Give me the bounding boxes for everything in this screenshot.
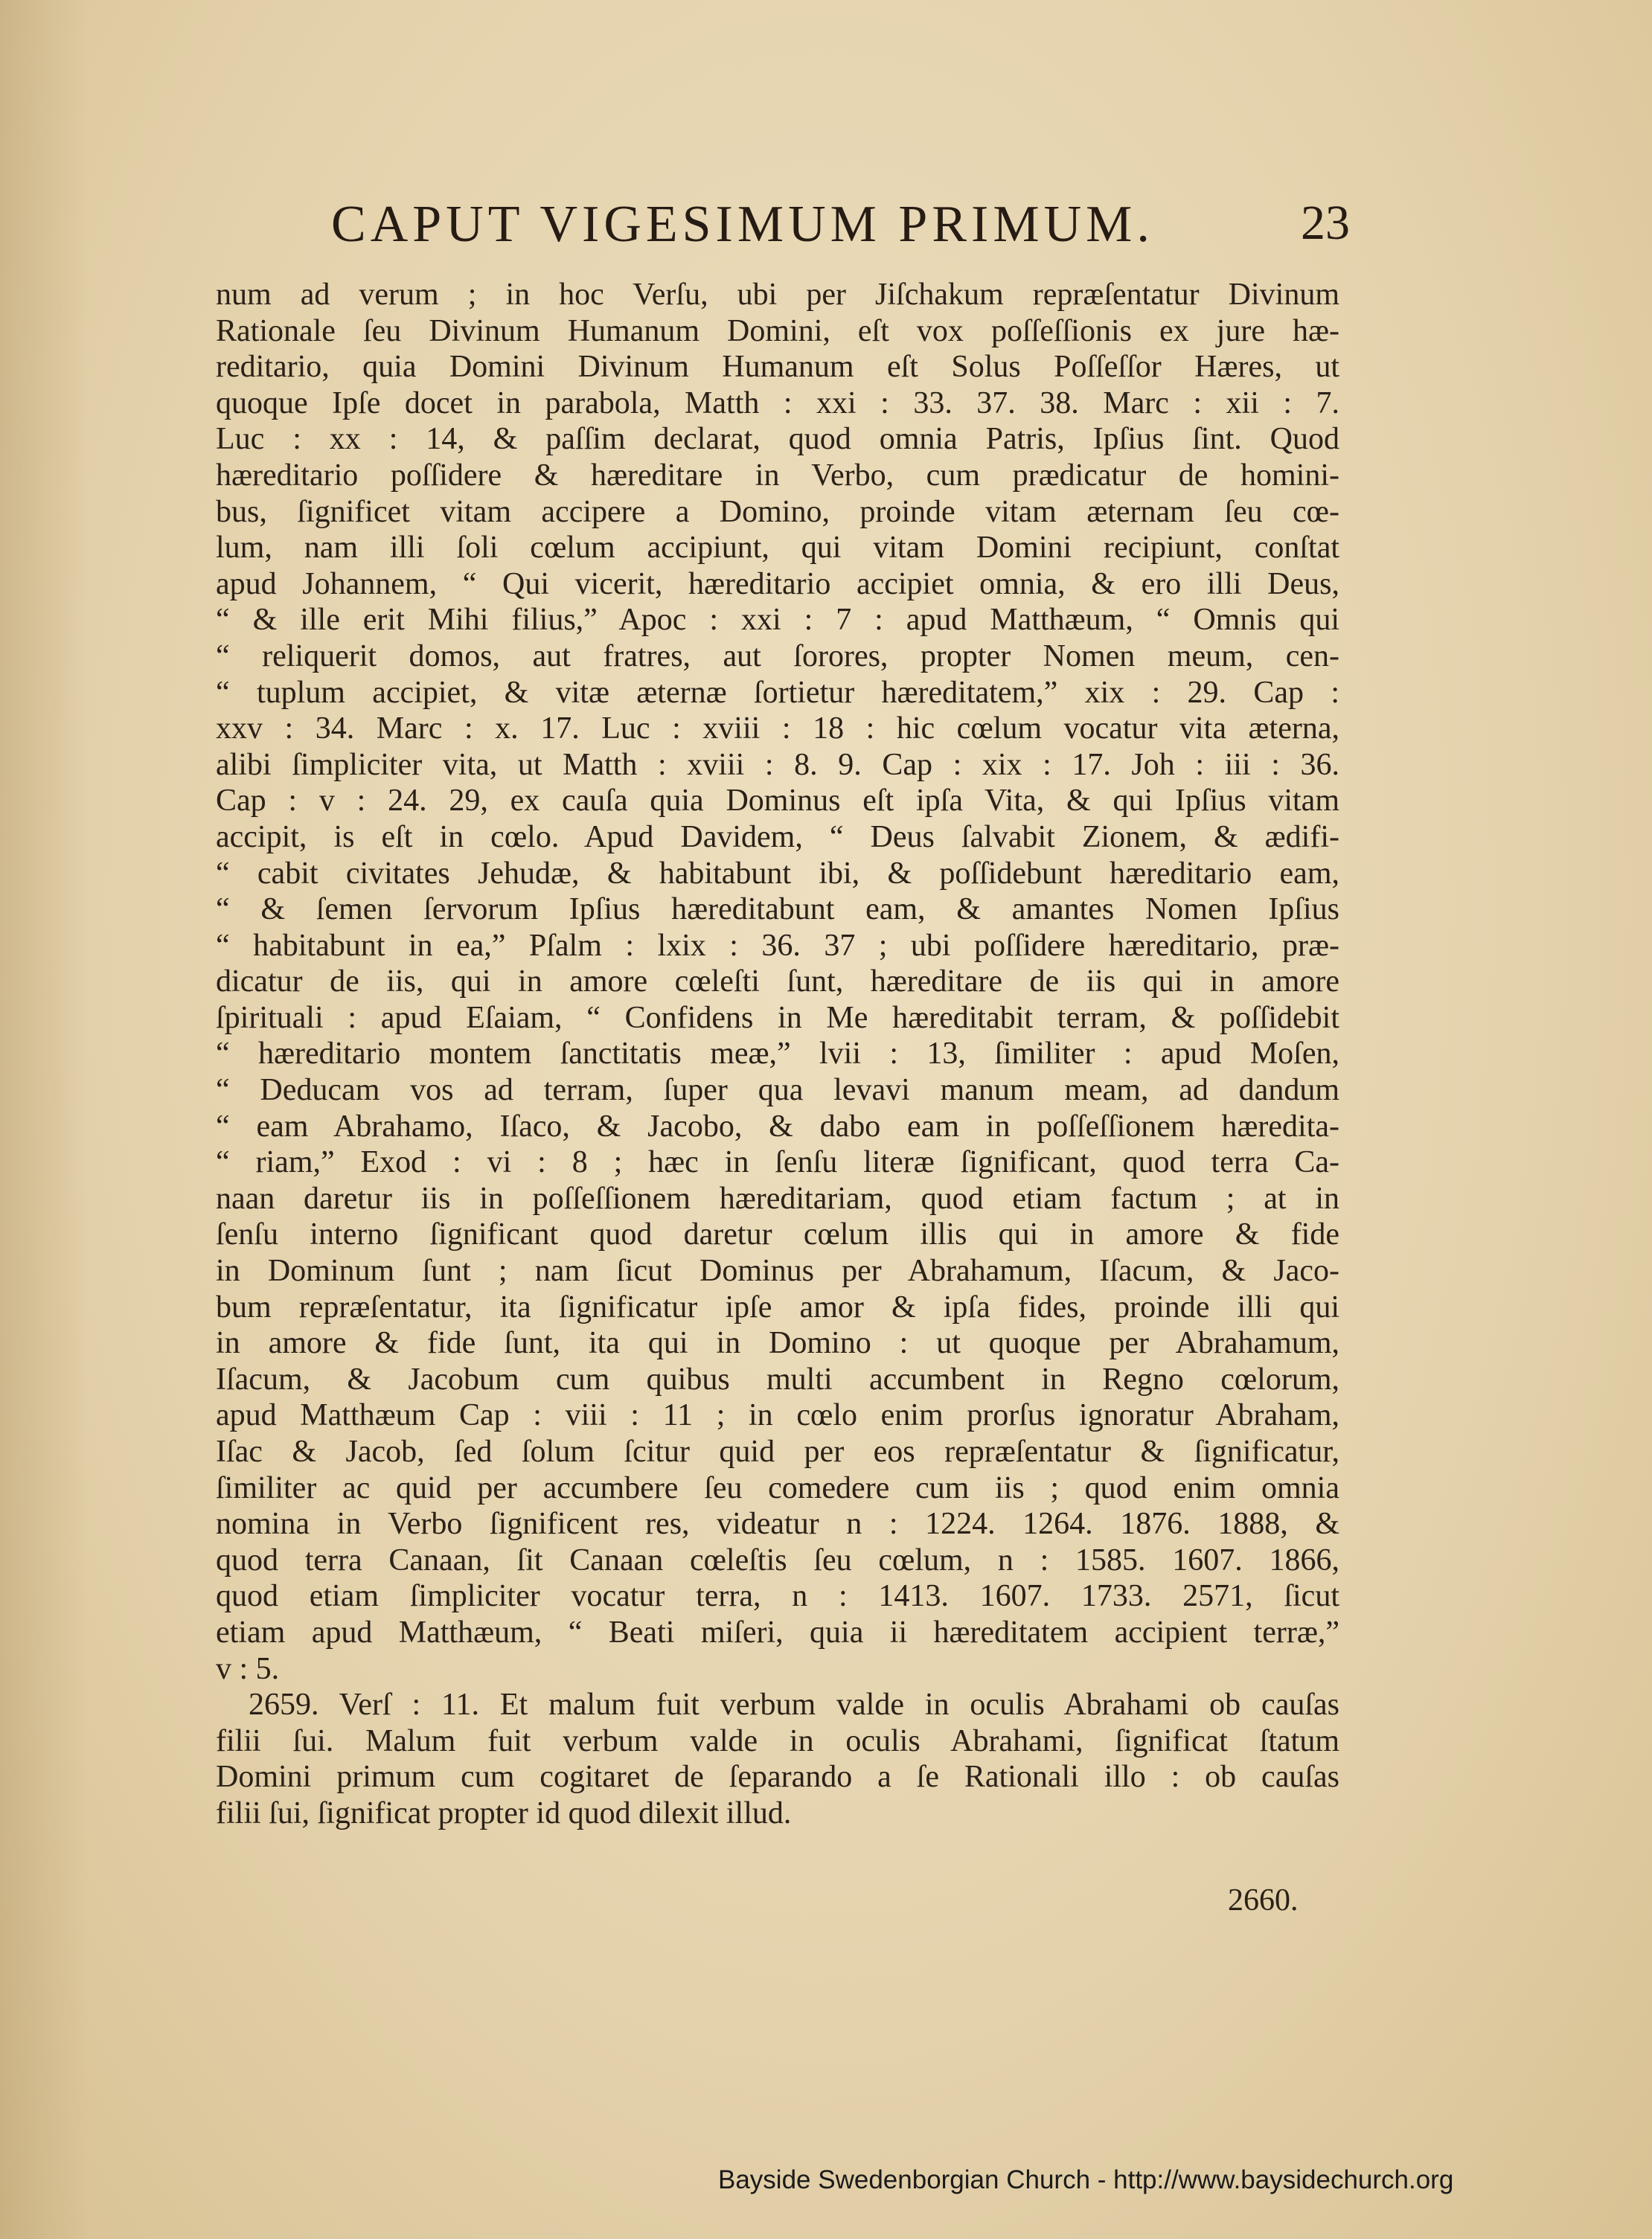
text-line: bum repræſentatur, ita ſignificatur ipſe amor & ipſa fides, proinde illi qui	[216, 1290, 1339, 1324]
text-line: “ riam,” Exod : vi : 8 ; hæc in ſenſu literæ ſignificant, quod terra Ca-	[216, 1145, 1339, 1180]
text-line: xxv : 34. Marc : x. 17. Luc : xviii : 18 : hic cœlum vocatur vita æterna,	[216, 711, 1339, 746]
text-line: ſenſu interno ſignificant quod daretur cœlum illis qui in amore & fide	[216, 1217, 1339, 1252]
text-line: “ & ſemen ſervorum Ipſius hæreditabunt eam, & amantes Nomen Ipſius	[216, 892, 1339, 927]
text-line: in amore & fide ſunt, ita qui in Domino : ut quoque per Abrahamum,	[216, 1326, 1339, 1361]
text-line: quoque Ipſe docet in parabola, Matth : xxi : 33. 37. 38. Marc : xii : 7.	[216, 385, 1339, 420]
text-line: “ hæreditario montem ſanctitatis meæ,” lvii : 13, ſimiliter : apud Moſen,	[216, 1037, 1339, 1072]
source-watermark: Bayside Swedenborgian Church - http://www.baysidechurch.org	[718, 2165, 1454, 2194]
text-line: quod terra Canaan, ſit Canaan cœleſtis ſeu cœlum, n : 1585. 1607. 1866,	[216, 1543, 1339, 1577]
text-line: “ eam Abrahamo, Iſaco, & Jacobo, & dabo eam in poſſeſſionem hæredita-	[216, 1109, 1339, 1144]
text-line: “ Deducam vos ad terram, ſuper qua levavi manum meam, ad dandum	[216, 1073, 1339, 1108]
text-line: filii ſui, ſignificat propter id quod dilexit illud.	[216, 1796, 792, 1830]
text-line: filii ſui. Malum fuit verbum valde in oculis Abrahami, ſignificat ſtatum	[216, 1723, 1339, 1758]
text-line: Rationale ſeu Divinum Humanum Domini, eſt vox poſſeſſionis ex jure hæ-	[216, 313, 1339, 348]
text-line: reditario, quia Domini Divinum Humanum eſt Solus Poſſeſſor Hæres, ut	[216, 350, 1339, 385]
text-line: “ & ille erit Mihi filius,” Apoc : xxi : 7 : apud Matthæum, “ Omnis qui	[216, 603, 1339, 638]
text-line: apud Johannem, “ Qui vicerit, hæreditario accipiet omnia, & ero illi Deus,	[216, 566, 1339, 601]
text-line: “ tuplum accipiet, & vitæ æternæ ſortietur hæreditatem,” xix : 29. Cap :	[216, 675, 1339, 710]
text-line: accipit, is eſt in cœlo. Apud Davidem, “ Deus ſalvabit Zionem, & ædifi-	[216, 819, 1339, 854]
text-line: “ cabit civitates Jehudæ, & habitabunt ibi, & poſſidebunt hæreditario eam,	[216, 856, 1339, 891]
text-line: Iſacum, & Jacobum cum quibus multi accumbent in Regno cœlorum,	[216, 1362, 1339, 1397]
catchword: 2660.	[1228, 1883, 1299, 1918]
text-line: dicatur de iis, qui in amore cœleſti ſunt, hæreditare de iis qui in amore	[216, 964, 1339, 999]
text-line: Domini primum cum cogitaret de ſeparando a ſe Rationali illo : ob cauſas	[216, 1760, 1339, 1795]
text-line: v : 5.	[216, 1651, 280, 1686]
text-line: Cap : v : 24. 29, ex cauſa quia Dominus eſt ipſa Vita, & qui Ipſius vitam	[216, 784, 1339, 819]
text-line: hæreditario poſſidere & hæreditare in Verbo, cum prædicatur de homini-	[216, 458, 1339, 493]
text-line: Luc : xx : 14, & paſſim declarat, quod omnia Patris, Ipſius ſint. Quod	[216, 422, 1339, 457]
page-header	[0, 195, 1652, 254]
text-line: “ habitabunt in ea,” Pſalm : lxix : 36. 37 ; ubi poſſidere hæreditario, præ-	[216, 928, 1339, 963]
text-line: in Dominum ſunt ; nam ſicut Dominus per Abrahamum, Iſacum, & Jaco-	[216, 1254, 1339, 1289]
text-line: apud Matthæum Cap : viii : 11 ; in cœlo enim prorſus ignoratur Abraham,	[216, 1398, 1339, 1433]
text-line: Iſac & Jacob, ſed ſolum ſcitur quid per eos repræſentatur & ſignificatur,	[216, 1435, 1339, 1469]
text-line: ſpirituali : apud Eſaiam, “ Confidens in Me hæreditabit terram, & poſſidebit	[216, 1000, 1339, 1035]
paragraph-start-line: 2659. Verſ : 11. Et malum fuit verbum valde in oculis Abrahami ob cauſas	[249, 1688, 1339, 1723]
text-line: nomina in Verbo ſignificent res, videatur n : 1224. 1264. 1876. 1888, &	[216, 1507, 1339, 1542]
running-head: CAPUT VIGESIMUM PRIMUM.	[331, 196, 1154, 253]
text-line: bus, ſignificet vitam accipere a Domino, proinde vitam æternam ſeu cœ-	[216, 494, 1339, 529]
text-line: num ad verum ; in hoc Verſu, ubi per Jiſchakum repræſentatur Divinum	[216, 278, 1339, 312]
text-line: naan daretur iis in poſſeſſionem hæreditariam, quod etiam factum ; at in	[216, 1181, 1339, 1216]
text-line: alibi ſimpliciter vita, ut Matth : xviii : 8. 9. Cap : xix : 17. Joh : iii : 36.	[216, 747, 1339, 782]
text-line: lum, nam illi ſoli cœlum accipiunt, qui vitam Domini recipiunt, conſtat	[216, 531, 1339, 566]
text-line: “ reliquerit domos, aut fratres, aut ſorores, propter Nomen meum, cen-	[216, 638, 1339, 673]
text-line: etiam apud Matthæum, “ Beati miſeri, quia ii hæreditatem accipient terræ,”	[216, 1615, 1339, 1650]
page-number: 23	[1301, 196, 1350, 250]
text-line: quod etiam ſimpliciter vocatur terra, n : 1413. 1607. 1733. 2571, ſicut	[216, 1579, 1339, 1614]
body-text	[216, 277, 1339, 1832]
text-line: ſimiliter ac quid per accumbere ſeu comedere cum iis ; quod enim omnia	[216, 1470, 1339, 1505]
